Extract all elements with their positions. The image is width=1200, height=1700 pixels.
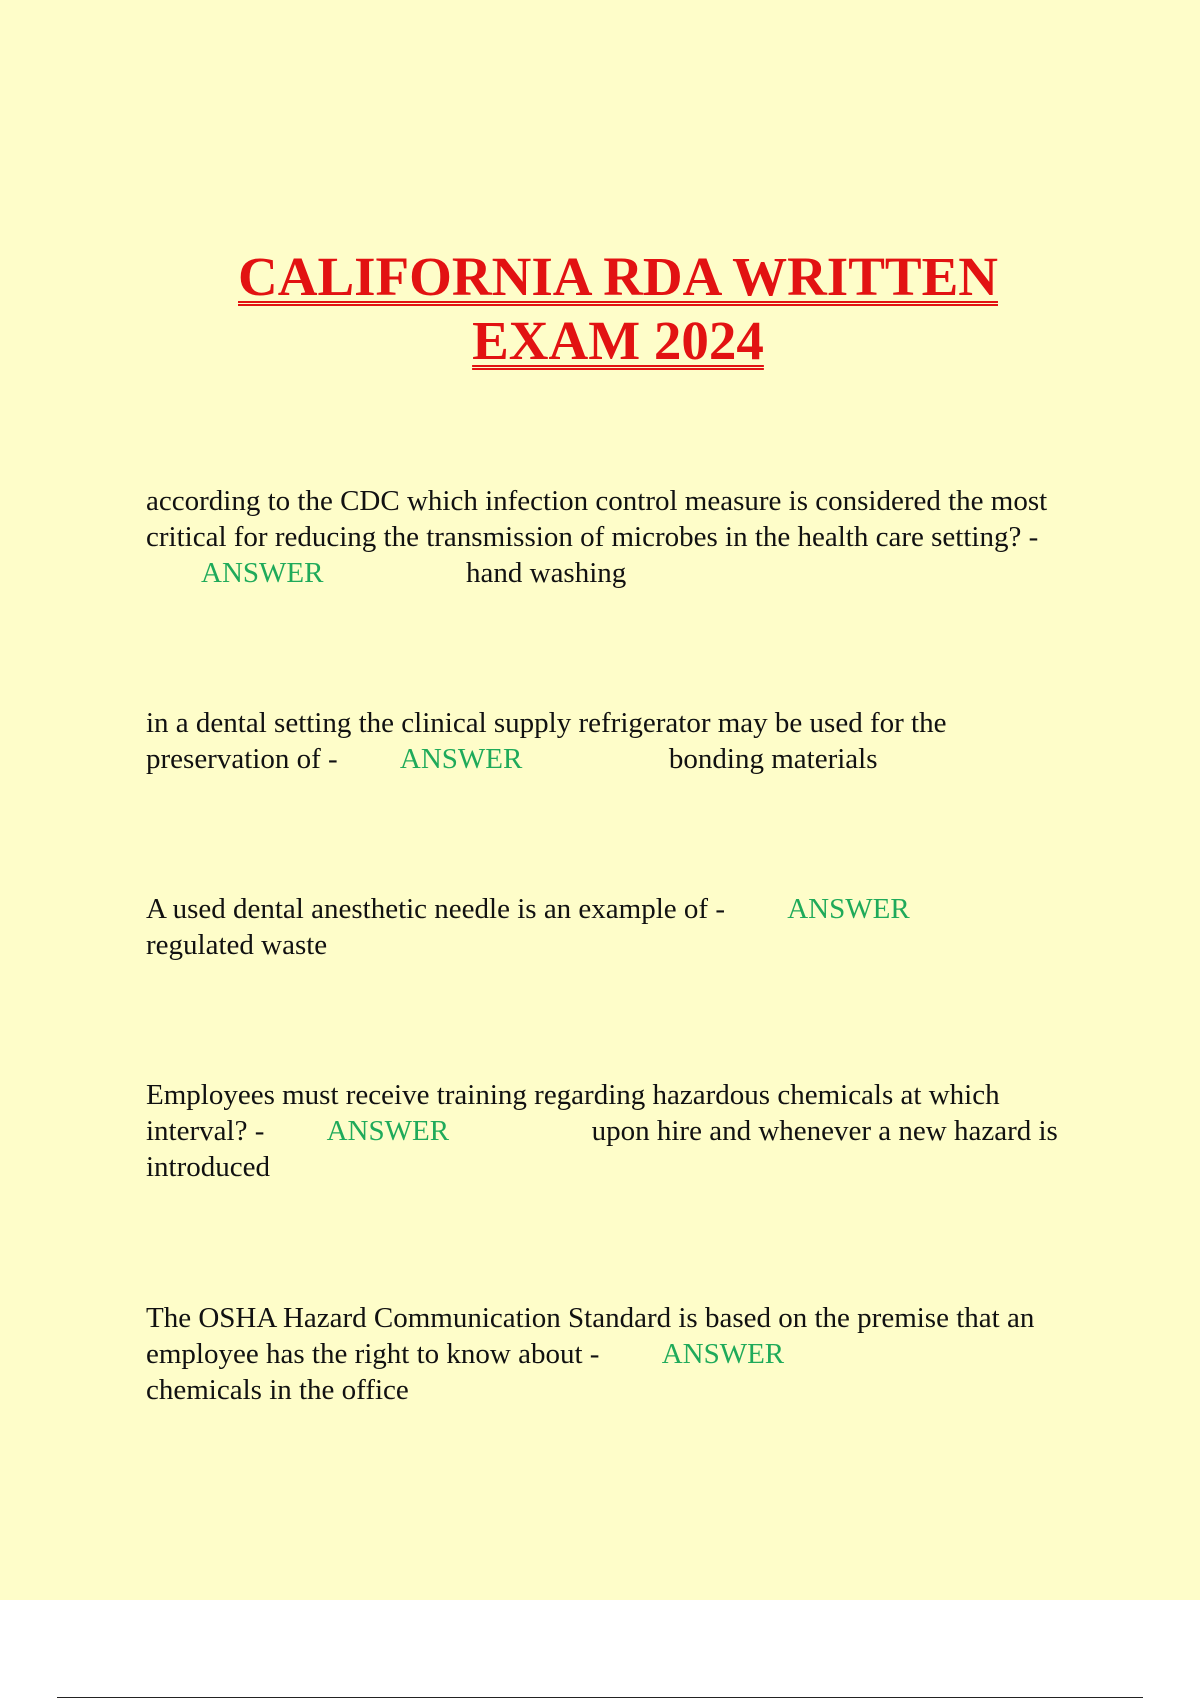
answer-text: upon hire and whenever a new hazard is introduced xyxy=(146,1115,1066,1183)
question-text: in a dental setting the clinical supply refrigerator may be used for the preservation of - xyxy=(146,707,954,775)
document-title xyxy=(0,245,1200,373)
answer-tag: ANSWER xyxy=(326,1115,450,1147)
answer-tag: ANSWER xyxy=(399,743,523,775)
answer-tag: ANSWER xyxy=(661,1338,785,1370)
answer-label xyxy=(607,1336,827,1372)
qa-item-5 xyxy=(146,1300,1096,1408)
answer-text: bonding materials xyxy=(668,743,878,775)
qa-item-4 xyxy=(146,1077,1096,1185)
answer-label xyxy=(272,1113,592,1149)
answer-label xyxy=(732,891,1032,927)
answer-tag: ANSWER xyxy=(787,893,910,925)
answer-label xyxy=(345,741,669,777)
footer-divider xyxy=(57,1697,1143,1698)
answer-tag: ANSWER xyxy=(201,557,324,589)
question-text: The OSHA Hazard Communication Standard is based on the premise that an employee has the right to know about - xyxy=(146,1302,1042,1370)
answer-text: hand washing xyxy=(466,557,627,589)
answer-text: regulated waste xyxy=(146,929,328,961)
answer-label xyxy=(146,555,466,591)
qa-item-2 xyxy=(146,705,1096,777)
qa-item-1 xyxy=(146,483,1096,591)
title-line-1: CALIFORNIA RDA WRITTEN xyxy=(238,246,998,307)
answer-text: chemicals in the office xyxy=(146,1374,409,1406)
title-line-2: EXAM 2024 xyxy=(472,310,764,371)
question-text: Employees must receive training regarding hazardous chemicals at which interval? - xyxy=(146,1079,1007,1147)
question-text: A used dental anesthetic needle is an example of - xyxy=(146,893,733,925)
qa-item-3 xyxy=(146,891,1096,963)
question-text: according to the CDC which infection control measure is considered the most critical for reducing the transmission of microbes in the health care setting? - xyxy=(146,485,1055,553)
